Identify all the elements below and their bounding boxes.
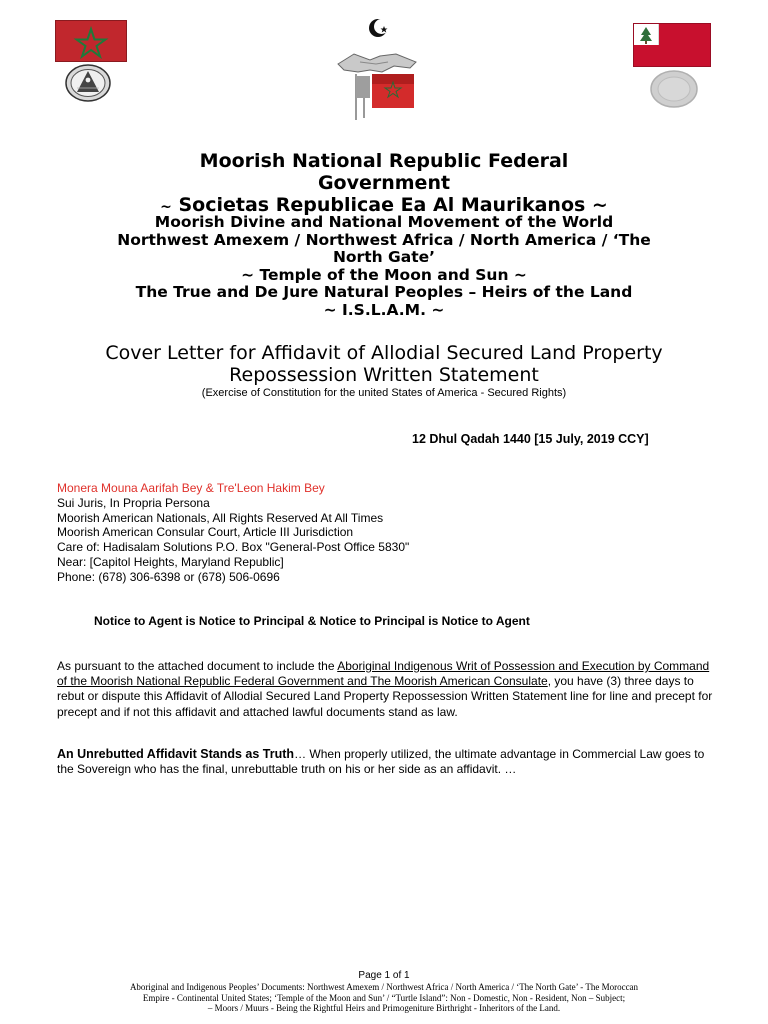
- region-line: Northwest Amexem / Northwest Africa / North America / ‘The: [117, 230, 651, 249]
- address-line: Moorish American Consular Court, Article III Jurisdiction: [57, 525, 354, 540]
- title-line-1: Moorish National Republic Federal: [199, 150, 569, 172]
- page-footer: [60, 970, 708, 1014]
- red-flag-with-pine-tree-image: [633, 23, 711, 67]
- affidavit-paragraph: [57, 747, 717, 777]
- footer-line-3: – Moors / Muurs - Being the Rightful Heirs and Primogeniture Birthright - Inheritors of the Land.: [207, 1003, 561, 1013]
- document-title-line-1: Cover Letter for Affidavit of Allodial Secured Land Property: [105, 342, 663, 364]
- sender-name: Monera Mouna Aarifah Bey & Tre'Leon Hakim Bey: [57, 481, 325, 495]
- title-line-2: Government: [317, 172, 451, 194]
- movement-heading: [40, 214, 728, 319]
- pyramid-eye-seal-icon: [65, 64, 111, 102]
- temple-line: ~ Temple of the Moon and Sun ~: [241, 265, 527, 284]
- grey-coin-seal-icon: [650, 70, 698, 108]
- flag-canton: [634, 24, 659, 45]
- paragraph-intro: As pursuant to the attached document to include the: [57, 659, 338, 673]
- notice-heading: Notice to Agent is Notice to Principal & Notice to Principal is Notice to Agent: [94, 614, 530, 628]
- heirs-line: The True and De Jure Natural Peoples – Heirs of the Land: [135, 283, 633, 301]
- islam-line: ~ I.S.L.A.M. ~: [323, 300, 445, 319]
- address-line: Moorish American Nationals, All Rights Reserved At All Times: [57, 510, 384, 525]
- region-line-cont: North Gate’: [332, 248, 436, 266]
- pine-tree-icon: [634, 24, 658, 45]
- address-line: Near: [Capitol Heights, Maryland Republic]: [57, 554, 284, 569]
- sender-address-block: [57, 481, 717, 585]
- document-title: [40, 342, 728, 386]
- affidavit-lead: An Unrebutted Affidavit Stands as Truth: [57, 747, 295, 761]
- address-line: Sui Juris, In Propria Persona: [57, 495, 210, 510]
- government-title: [40, 150, 728, 194]
- address-line: Care of: Hadisalam Solutions P.O. Box "General-Post Office 5830": [57, 540, 410, 555]
- footer-line-1: Aboriginal and Indigenous Peoples’ Documents: Northwest Amexem / Northwest Africa / North America / ‘The North Gate’ - The Moroccan: [129, 982, 639, 992]
- tilde-prefix: ~: [160, 199, 172, 215]
- green-star-icon: [56, 21, 126, 61]
- movement-line: Moorish Divine and National Movement of the World: [154, 213, 614, 231]
- crescent-handshake-flags-emblem: [336, 16, 420, 122]
- document-subtitle: (Exercise of Constitution for the united States of America - Secured Rights): [201, 387, 567, 399]
- document-title-line-2: Repossession Written Statement: [229, 364, 539, 386]
- societas-text: Societas Republicae Ea Al Maurikanos ~: [178, 194, 608, 216]
- paragraph-rest: , you have (3) three days to rebut or dispute this Affidavit of Allodial Secured Land Property Repossession Written Statement line for line and precept for precept and if not this affidavit and attached lawful documents stand as law.: [57, 674, 713, 719]
- rebuttal-paragraph: [57, 659, 717, 720]
- page-number: Page 1 of 1: [358, 970, 410, 981]
- writ-reference-link[interactable]: Aboriginal Indigenous Writ of Possession and Execution by Command of the Moorish National Republic Federal Government and The Moorish American Consulate: [57, 659, 710, 689]
- moroccan-flag-image: [55, 20, 127, 62]
- phone-line: Phone: (678) 306-6398 or (678) 506-0696: [57, 569, 280, 584]
- affidavit-text: … When properly utilized, the ultimate advantage in Commercial Law goes to the Sovereign who has the final, unrebuttable truth on his or her side as an affidavit. …: [57, 747, 705, 777]
- document-date: 12 Dhul Qadah 1440 [15 July, 2019 CCY]: [412, 432, 649, 446]
- footer-line-2: Empire - Continental United States; ‘Temple of the Moon and Sun’ / “Turtle Island”: Non - Domestic, Non - Resident, Non – Subject;: [142, 992, 626, 1003]
